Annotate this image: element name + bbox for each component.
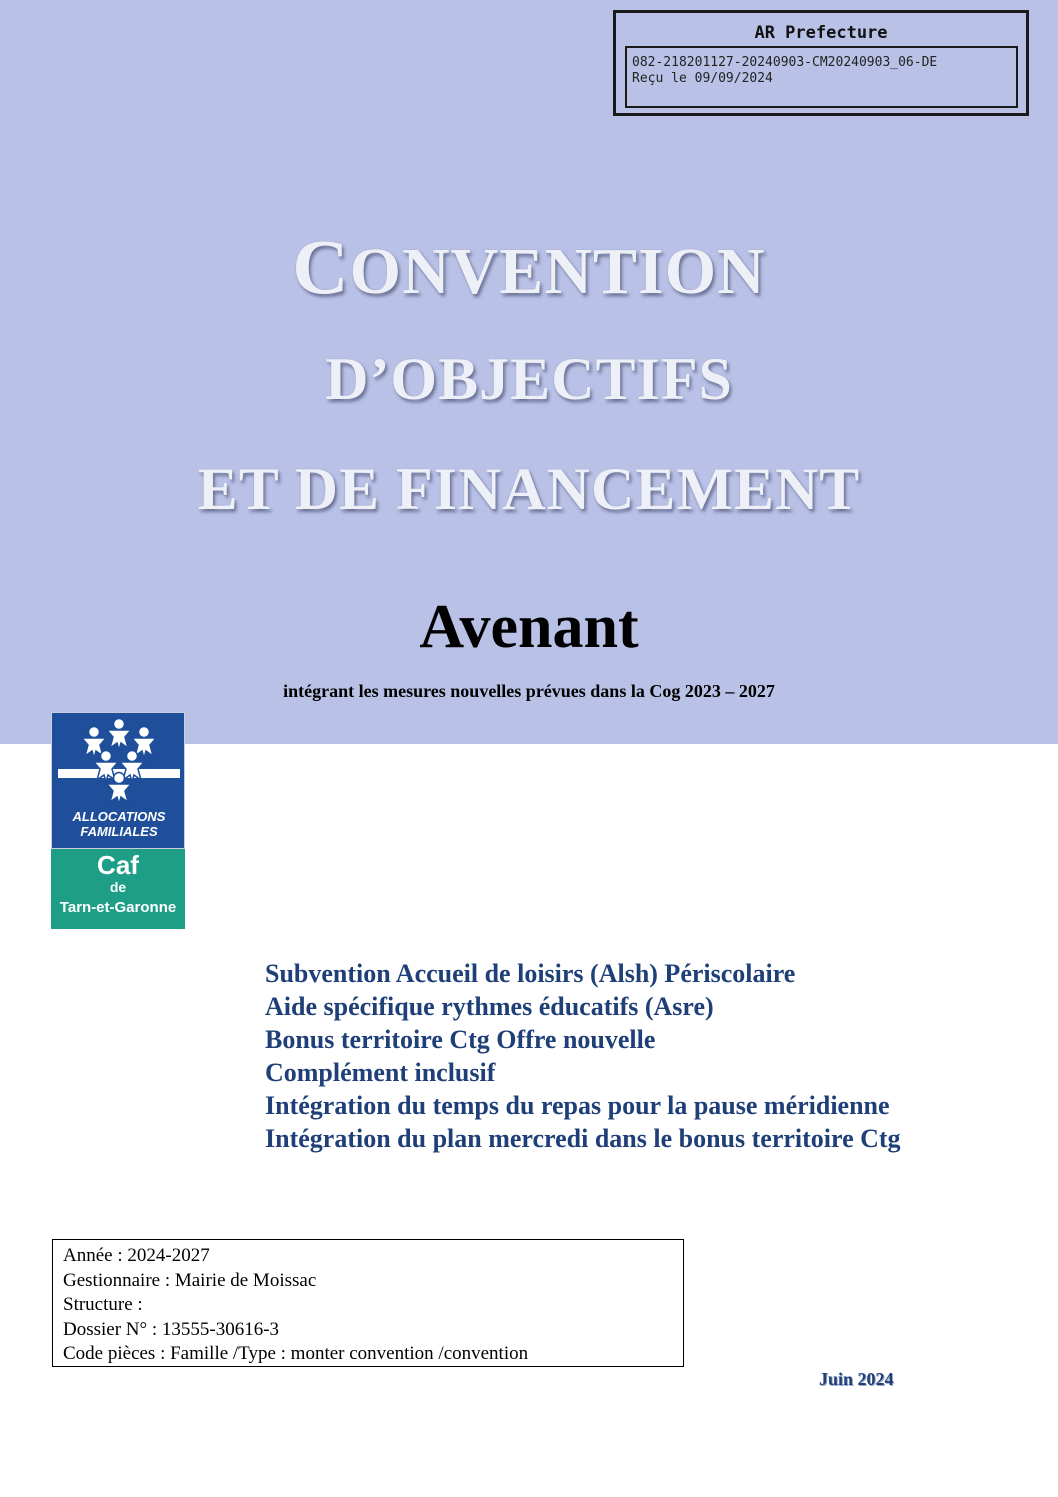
avenant-heading: Avenant — [419, 593, 639, 661]
info-box — [52, 1239, 684, 1367]
stamp-reference: 082-218201127-20240903-CM20240903_06-DE — [632, 55, 938, 70]
prefecture-stamp — [613, 10, 1029, 116]
measure-item: Aide spécifique rythmes éducatifs (Asre) — [265, 992, 714, 1021]
info-dossier: Dossier N° : 13555-30616-3 — [63, 1318, 280, 1340]
subtitle: intégrant les mesures nouvelles prévues dans la Cog 2023 – 2027 — [283, 681, 775, 701]
family-figures-icon — [52, 713, 186, 813]
measure-item: Complément inclusif — [265, 1058, 496, 1087]
logo-allocations-familiales: ALLOCATIONS FAMILIALES — [72, 809, 166, 839]
measure-item: Intégration du plan mercredi dans le bonus territoire Ctg — [265, 1124, 901, 1153]
info-structure: Structure : — [63, 1294, 143, 1315]
info-gestionnaire: Gestionnaire : Mairie de Moissac — [63, 1269, 317, 1291]
title-line-3: ET DE FINANCEMENT — [197, 456, 861, 522]
title-line-2: D’OBJECTIFS — [325, 346, 733, 412]
logo-bottom-panel — [51, 849, 185, 929]
info-code-pieces: Code pièces : Famille /Type : monter convention /convention — [63, 1343, 529, 1364]
logo-caf: Caf — [97, 850, 139, 880]
info-annee: Année : 2024-2027 — [63, 1245, 210, 1266]
caf-logo — [51, 712, 185, 929]
measure-item: Intégration du temps du repas pour la pause méridienne — [265, 1091, 890, 1120]
logo-top-panel — [51, 712, 185, 849]
stamp-title: AR Prefecture — [754, 23, 888, 43]
title-drop-cap: C — [292, 223, 350, 310]
logo-de: de — [109, 879, 127, 895]
measures-list — [265, 957, 901, 1155]
stamp-received-date: Reçu le 09/09/2024 — [632, 71, 773, 86]
title-line-1-rest: ONVENTION — [349, 235, 766, 308]
measure-item: Bonus territoire Ctg Offre nouvelle — [265, 1025, 656, 1054]
measure-item: Subvention Accueil de loisirs (Alsh) Périscolaire — [265, 959, 796, 988]
title-line-1 — [0, 222, 1058, 312]
stamp-details — [625, 46, 1018, 108]
logo-department: Tarn-et-Garonne — [59, 899, 177, 916]
document-date: Juin 2024 — [819, 1369, 894, 1389]
